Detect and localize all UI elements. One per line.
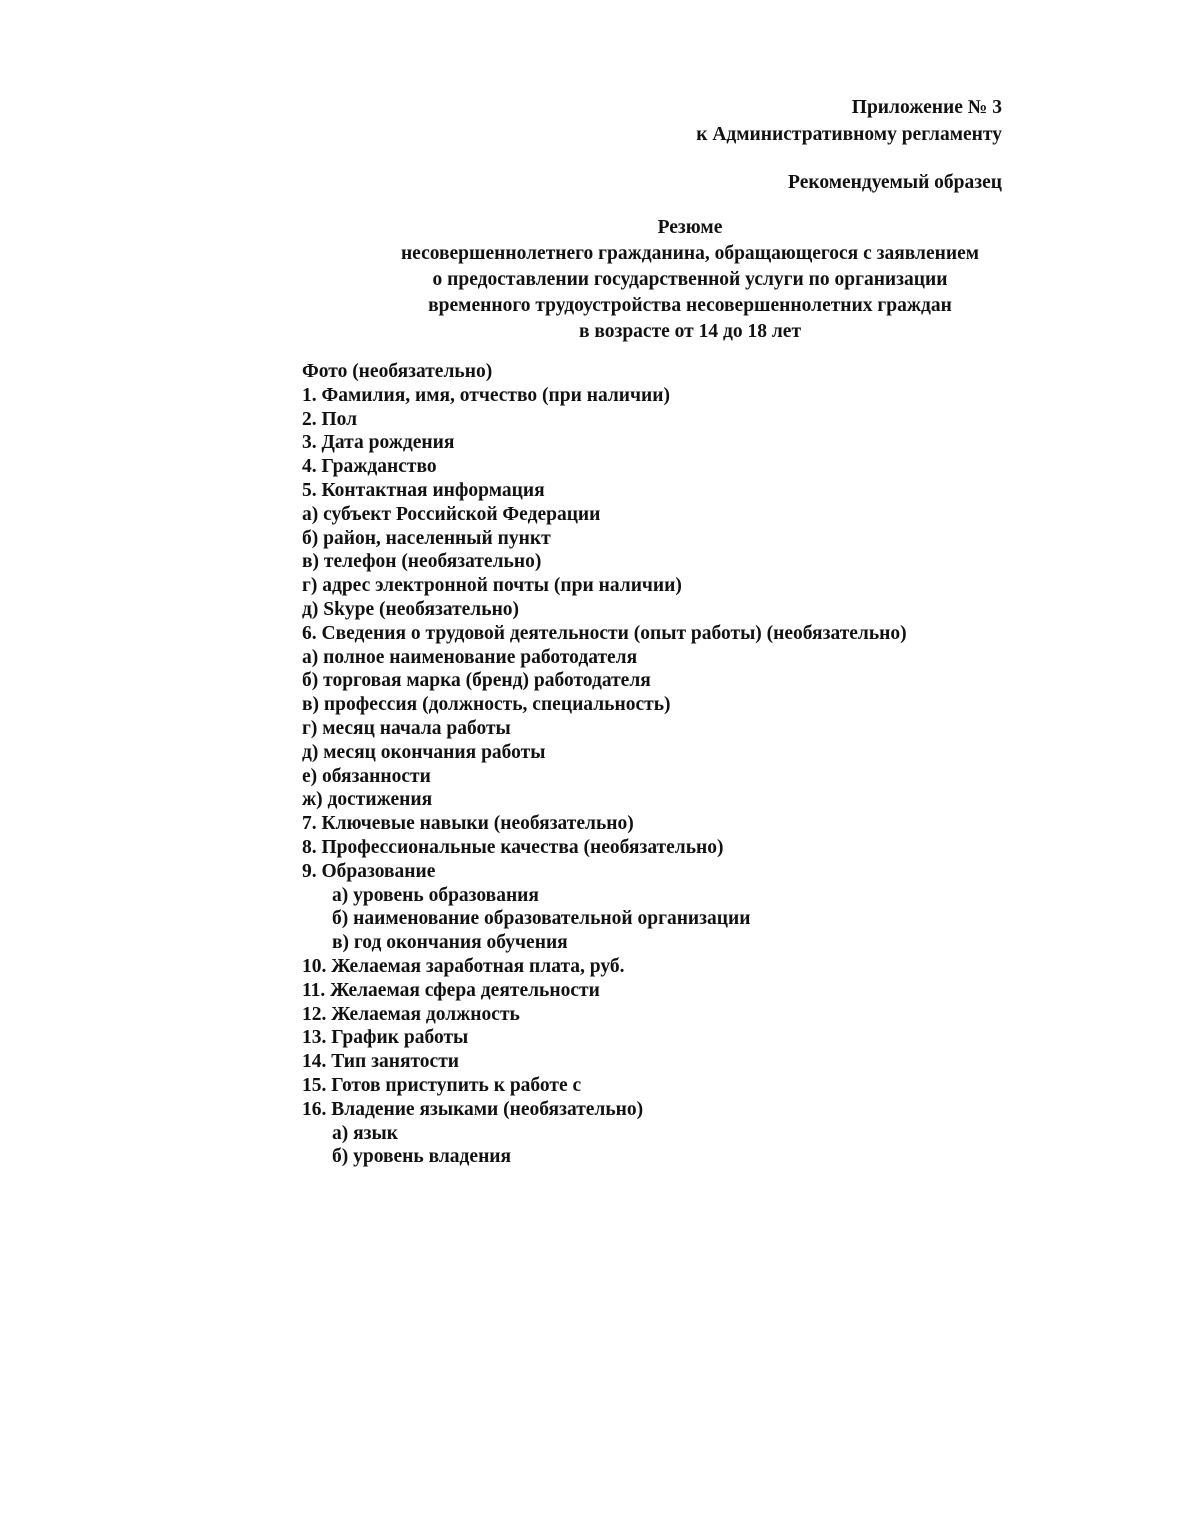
list-item: д) Skype (необязательно) [302,598,520,620]
list-item: б) торговая марка (бренд) работодателя [302,670,651,692]
title-line: в возрасте от 14 до 18 лет [578,321,802,342]
list-item: б) район, населенный пункт [302,527,551,549]
appendix-header [696,94,1002,148]
list-item: 4. Гражданство [302,456,437,478]
list-item: а) субъект Российской Федерации [302,503,601,525]
list-item: 6. Сведения о трудовой деятельности (опыт работы) (необязательно) [302,622,907,644]
list-item: а) полное наименование работодателя [302,646,638,668]
list-item: 8. Профессиональные качества (необязательно) [302,836,724,858]
list-item: д) месяц окончания работы [302,741,546,763]
title-line: временного трудоустройства несовершеннолетних граждан [428,295,952,316]
list-item: е) обязанности [302,765,431,787]
appendix-number: Приложение № 3 [851,97,1002,118]
list-item: 3. Дата рождения [302,432,455,454]
list-item: г) адрес электронной почты (при наличии) [302,575,682,597]
list-item: а) язык [332,1122,398,1144]
list-item: 1. Фамилия, имя, отчество (при наличии) [302,384,671,406]
list-item: г) месяц начала работы [302,717,511,739]
list-item: 2. Пол [302,408,358,430]
title-line: Резюме [657,217,723,238]
list-item: в) профессия (должность, специальность) [302,694,671,716]
recommended-sample-label: Рекомендуемый образец [788,172,1002,193]
list-item: 12. Желаемая должность [302,1003,520,1025]
list-item: в) год окончания обучения [332,932,568,954]
list-item: б) уровень владения [332,1146,512,1168]
list-item: 5. Контактная информация [302,479,545,501]
list-item: 7. Ключевые навыки (необязательно) [302,813,634,835]
list-item: 11. Желаемая сфера деятельности [302,979,600,1001]
list-item: Фото (необязательно) [302,361,493,382]
title-line: несовершеннолетнего гражданина, обращающегося с заявлением [400,243,980,264]
list-item: б) наименование образовательной организации [332,908,751,930]
list-item: 16. Владение языками (необязательно) [302,1098,644,1120]
list-item: ж) достижения [302,789,433,811]
appendix-reference: к Административному регламенту [696,124,1002,145]
document-title [300,215,1080,345]
list-item: 13. График работы [302,1027,469,1049]
title-line: о предоставлении государственной услуги по организации [432,269,948,290]
list-item: 10. Желаемая заработная плата, руб. [302,955,625,977]
list-item: 15. Готов приступить к работе с [302,1074,582,1096]
list-item: 14. Тип занятости [302,1051,460,1073]
list-item: в) телефон (необязательно) [302,551,542,573]
resume-fields-list [302,360,907,1169]
list-item: а) уровень образования [332,884,539,906]
list-item: 9. Образование [302,860,436,882]
